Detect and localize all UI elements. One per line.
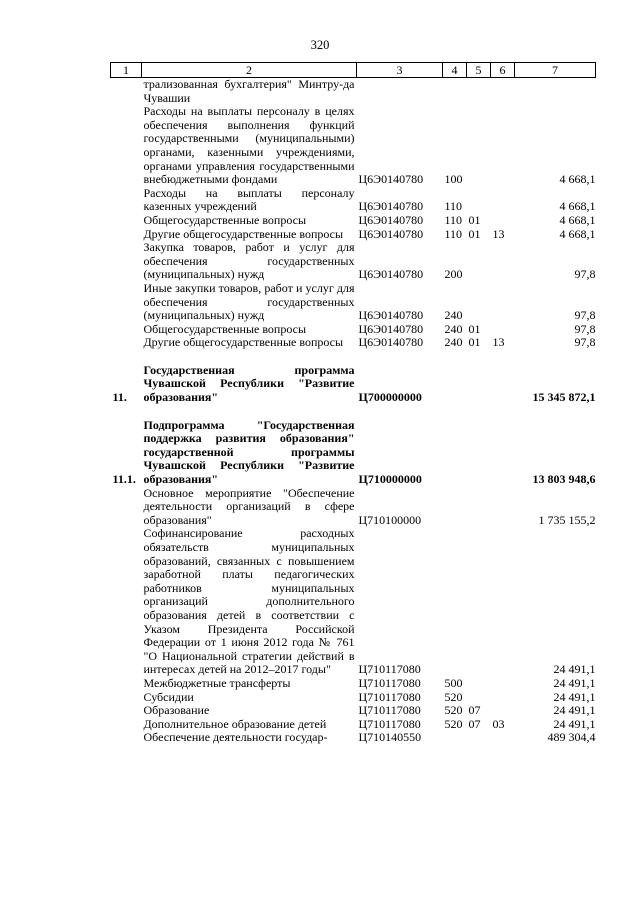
table-row bbox=[111, 419, 596, 487]
table-row bbox=[111, 487, 596, 528]
expense-type-code bbox=[443, 78, 467, 106]
target-article-code: Ц6Э0140780 bbox=[358, 267, 424, 282]
row-number bbox=[111, 336, 142, 350]
expense-type-code: 520 bbox=[444, 703, 463, 718]
table-row bbox=[111, 704, 596, 718]
row-description: Основное мероприятие "Обеспечение деятельности организаций в сфере образования" bbox=[143, 485, 355, 527]
amount-value: 15 345 872,1 bbox=[532, 390, 596, 405]
table-row bbox=[111, 677, 596, 691]
table-row bbox=[111, 718, 596, 732]
section-code: 01 bbox=[468, 212, 481, 227]
row-description: Иные закупки товаров, работ и услуг для обеспечения государственных (муниципальных) нужд bbox=[143, 280, 355, 323]
section-code bbox=[467, 241, 491, 282]
header-cell: 4 bbox=[443, 63, 467, 78]
header-cell: 5 bbox=[467, 63, 491, 78]
row-description: Другие общегосударственные вопросы bbox=[143, 226, 344, 241]
row-description: Другие общегосударственные вопросы bbox=[143, 335, 344, 350]
section-code bbox=[467, 731, 491, 745]
row-number: 11.1. bbox=[112, 472, 136, 487]
subsection-code bbox=[491, 323, 515, 337]
budget-table bbox=[110, 62, 596, 745]
table-row bbox=[111, 78, 596, 106]
row-description: Государственная программа Чувашской Республики "Развитие образования" bbox=[143, 362, 355, 405]
expense-type-code bbox=[443, 419, 467, 487]
subsection-code bbox=[491, 78, 515, 106]
amount-value bbox=[515, 78, 596, 106]
row-number bbox=[111, 323, 142, 337]
amount-value: 4 668,1 bbox=[559, 172, 596, 187]
amount-value: 4 668,1 bbox=[559, 212, 596, 227]
target-article-code: Ц6Э0140780 bbox=[358, 226, 424, 241]
header-row bbox=[111, 63, 596, 78]
row-number bbox=[111, 241, 142, 282]
target-article-code: Ц710117080 bbox=[358, 689, 421, 704]
row-number bbox=[111, 731, 142, 745]
amount-value: 24 491,1 bbox=[553, 662, 596, 677]
target-article-code: Ц6Э0140780 bbox=[358, 308, 424, 323]
row-description: Субсидии bbox=[143, 689, 194, 704]
expense-type-code: 240 bbox=[444, 308, 463, 323]
expense-type-code: 520 bbox=[444, 716, 463, 731]
table-row bbox=[111, 105, 596, 187]
row-number bbox=[111, 78, 142, 106]
row-description: Общегосударственные вопросы bbox=[143, 212, 307, 227]
target-article-code: Ц710000000 bbox=[358, 472, 422, 487]
table-row bbox=[111, 282, 596, 323]
row-number bbox=[111, 718, 142, 732]
row-description: Общегосударственные вопросы bbox=[143, 321, 307, 336]
expense-type-code bbox=[443, 731, 467, 745]
section-code bbox=[467, 487, 491, 528]
section-code: 01 bbox=[468, 226, 481, 241]
header-cell: 1 bbox=[111, 63, 142, 78]
subsection-code bbox=[491, 527, 515, 677]
amount-value: 489 304,4 bbox=[547, 730, 596, 745]
target-article-code: Ц710117080 bbox=[358, 675, 421, 690]
table-row bbox=[111, 214, 596, 228]
amount-value: 24 491,1 bbox=[553, 689, 596, 704]
subsection-code bbox=[491, 187, 515, 214]
row-number bbox=[111, 187, 142, 214]
subsection-code bbox=[491, 364, 515, 405]
header-cell: 7 bbox=[515, 63, 596, 78]
amount-value: 24 491,1 bbox=[553, 716, 596, 731]
row-number bbox=[111, 487, 142, 528]
header-cell: 6 bbox=[491, 63, 515, 78]
amount-value: 4 668,1 bbox=[559, 199, 596, 214]
row-description: трализованная бухгалтерия" Минтру-да Чувашии bbox=[143, 77, 355, 105]
section-code: 07 bbox=[468, 716, 481, 731]
row-description: Закупка товаров, работ и услуг для обеспечения государственных (муниципальных) нужд bbox=[143, 240, 355, 282]
target-article-code: Ц710117080 bbox=[358, 716, 421, 731]
section-code bbox=[467, 364, 491, 405]
row-number bbox=[111, 282, 142, 323]
expense-type-code bbox=[443, 487, 467, 528]
table-row bbox=[111, 364, 596, 405]
row-number bbox=[111, 214, 142, 228]
expense-type-code: 100 bbox=[444, 172, 463, 187]
expense-type-code: 110 bbox=[444, 226, 463, 241]
row-description: Расходы на выплаты персоналу казенных учреждений bbox=[143, 185, 355, 214]
section-code: 01 bbox=[468, 335, 481, 350]
section-code bbox=[467, 187, 491, 214]
subsection-code bbox=[491, 241, 515, 282]
amount-value: 97,8 bbox=[574, 335, 596, 350]
section-code: 01 bbox=[468, 321, 481, 336]
row-description: Дополнительное образование детей bbox=[143, 716, 327, 731]
row-description: Софинансирование расходных обязательств муниципальных образований, связанных с повышением заработной платы педагогических работников муниципальных организаций дополнительного образования детей в соответствии с Указом Президента Российской Федерации от 1 июня 2012 года № 761 "О Национальной стратегии действий в интересах детей на 2012–2017 годы" bbox=[143, 526, 355, 677]
section-code bbox=[467, 527, 491, 677]
section-code bbox=[467, 691, 491, 705]
target-article-code: Ц6Э0140780 bbox=[358, 172, 424, 187]
header-cell: 2 bbox=[142, 63, 357, 78]
subsection-code bbox=[491, 691, 515, 705]
subsection-code bbox=[491, 731, 515, 745]
expense-type-code: 240 bbox=[444, 335, 463, 350]
section-code bbox=[467, 677, 491, 691]
subsection-code bbox=[491, 704, 515, 718]
table-row bbox=[111, 527, 596, 677]
target-article-code: Ц710140550 bbox=[358, 730, 422, 745]
page-number: 320 bbox=[310, 38, 330, 52]
subsection-code: 13 bbox=[492, 335, 505, 350]
table-row bbox=[111, 187, 596, 214]
section-code: 07 bbox=[468, 703, 481, 718]
expense-type-code: 110 bbox=[444, 212, 463, 227]
subsection-code bbox=[491, 419, 515, 487]
table-row bbox=[111, 323, 596, 337]
subsection-code bbox=[491, 282, 515, 323]
expense-type-code: 110 bbox=[444, 199, 463, 214]
amount-value: 24 491,1 bbox=[553, 703, 596, 718]
row-description: Межбюджетные трансферты bbox=[143, 675, 291, 690]
header-cell: 3 bbox=[357, 63, 443, 78]
expense-type-code bbox=[443, 527, 467, 677]
amount-value: 97,8 bbox=[574, 321, 596, 336]
target-article-code: Ц710117080 bbox=[358, 662, 421, 677]
row-number bbox=[111, 691, 142, 705]
amount-value: 13 803 948,6 bbox=[532, 472, 596, 487]
target-article-code: Ц700000000 bbox=[358, 390, 422, 405]
subsection-code: 03 bbox=[492, 716, 505, 731]
row-number bbox=[111, 228, 142, 242]
target-article-code bbox=[357, 78, 443, 106]
amount-value: 1 735 155,2 bbox=[538, 512, 596, 527]
table-row bbox=[111, 228, 596, 242]
row-description: Обеспечение деятельности государ- bbox=[143, 730, 328, 745]
amount-value: 4 668,1 bbox=[559, 226, 596, 241]
target-article-code: Ц710100000 bbox=[358, 512, 422, 527]
table-row bbox=[111, 691, 596, 705]
expense-type-code: 500 bbox=[444, 675, 463, 690]
table-row bbox=[111, 241, 596, 282]
spacer-cell bbox=[111, 405, 596, 419]
spacer-row bbox=[111, 405, 596, 419]
row-number bbox=[111, 105, 142, 187]
subsection-code bbox=[491, 487, 515, 528]
subsection-code: 13 bbox=[492, 226, 505, 241]
spacer-row bbox=[111, 350, 596, 364]
amount-value: 97,8 bbox=[574, 267, 596, 282]
table-row bbox=[111, 731, 596, 745]
row-description: Подпрограмма "Государственная поддержка развития образования" государственной программы Чувашской Республики "Развитие образования" bbox=[143, 417, 355, 487]
target-article-code: Ц6Э0140780 bbox=[358, 321, 424, 336]
expense-type-code bbox=[443, 364, 467, 405]
row-number bbox=[111, 704, 142, 718]
target-article-code: Ц6Э0140780 bbox=[358, 199, 424, 214]
row-description: Образование bbox=[143, 703, 210, 718]
target-article-code: Ц710117080 bbox=[358, 703, 421, 718]
amount-value: 97,8 bbox=[574, 308, 596, 323]
target-article-code: Ц6Э0140780 bbox=[358, 335, 424, 350]
row-number: 11. bbox=[112, 390, 127, 405]
section-code bbox=[467, 419, 491, 487]
section-code bbox=[467, 78, 491, 106]
expense-type-code: 200 bbox=[444, 267, 463, 282]
amount-value: 24 491,1 bbox=[553, 675, 596, 690]
row-description: Расходы на выплаты персоналу в целях обеспечения выполнения функций государственными (муниципальными) органами, казенными учреждениями, органами управления государственными внебюджетными фондами bbox=[143, 104, 355, 187]
row-number bbox=[111, 677, 142, 691]
section-code bbox=[467, 105, 491, 187]
expense-type-code: 520 bbox=[444, 689, 463, 704]
expense-type-code: 240 bbox=[444, 321, 463, 336]
target-article-code: Ц6Э0140780 bbox=[358, 212, 424, 227]
section-code bbox=[467, 282, 491, 323]
table-row bbox=[111, 336, 596, 350]
row-number bbox=[111, 527, 142, 677]
subsection-code bbox=[491, 677, 515, 691]
subsection-code bbox=[491, 105, 515, 187]
subsection-code bbox=[491, 214, 515, 228]
spacer-cell bbox=[111, 350, 596, 364]
